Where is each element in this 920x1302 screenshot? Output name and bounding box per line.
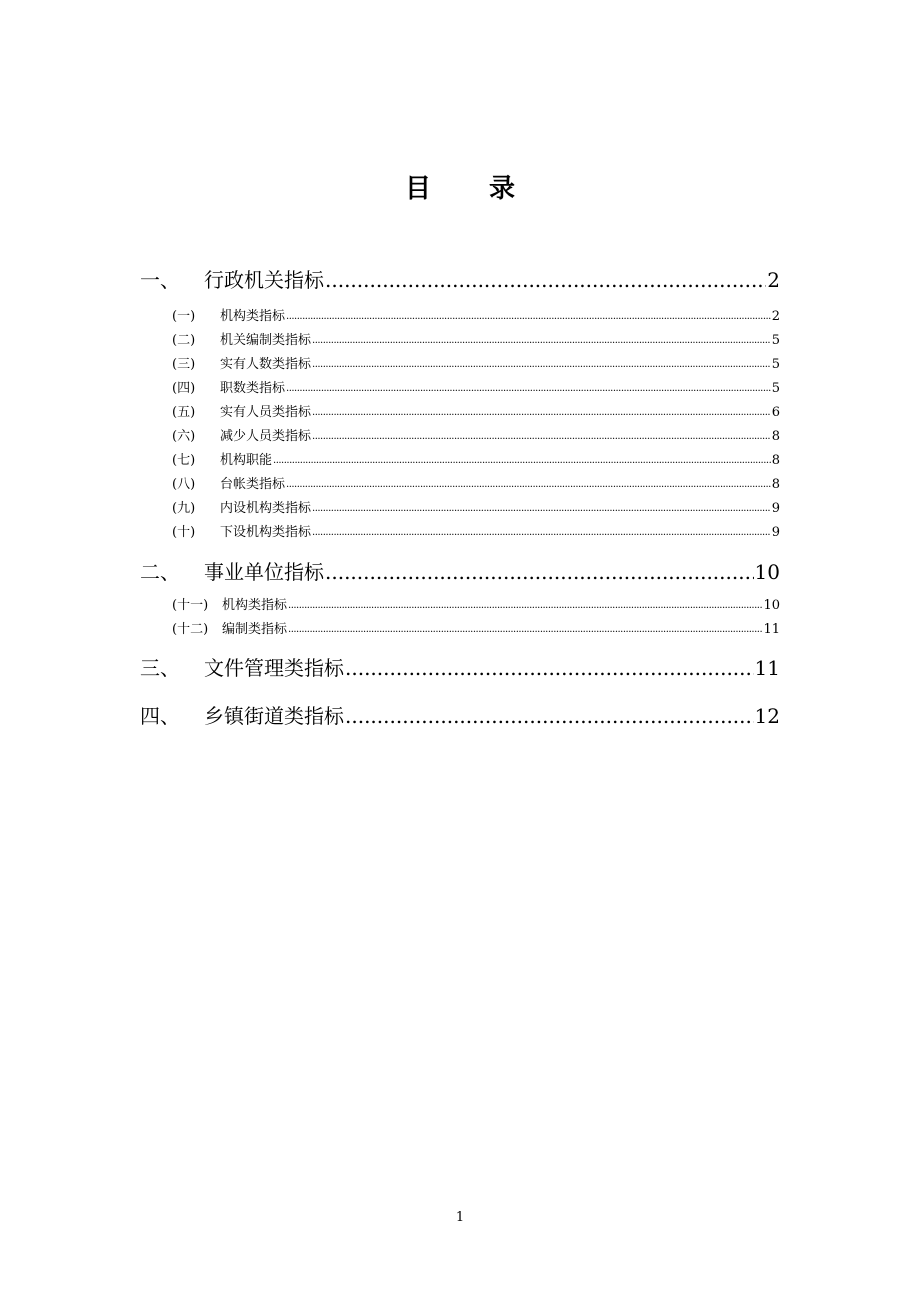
toc-entry[interactable]: [140, 558, 780, 586]
toc-entry[interactable]: [172, 452, 780, 470]
toc-dot-leader: [312, 356, 771, 374]
toc-entry[interactable]: [172, 380, 780, 398]
toc-entry-label: 事业单位指标: [204, 560, 324, 584]
page-number: 1: [455, 1210, 465, 1225]
toc-entry-number: (十): [172, 524, 220, 542]
toc-entry[interactable]: [172, 356, 780, 374]
toc-dot-leader: [288, 597, 762, 615]
toc-entry-label: 下设机构类指标: [220, 525, 312, 540]
toc-entry[interactable]: [140, 266, 780, 294]
toc-entry[interactable]: [172, 597, 780, 615]
toc-entry-label: 实有人数类指标: [220, 357, 312, 372]
toc-entry-number: (六): [172, 428, 220, 446]
toc-dot-leader: [312, 404, 771, 422]
toc-dot-leader: [312, 428, 771, 446]
toc-entry-label: 编制类指标: [222, 622, 288, 637]
toc-entry-page: 10: [763, 598, 780, 613]
toc-entry-page: 8: [771, 477, 780, 492]
toc-dot-leader: [286, 380, 771, 398]
toc-entry-page: 10: [754, 560, 780, 584]
toc-entry-page: 5: [771, 381, 780, 396]
toc-entry-page: 5: [771, 357, 780, 372]
toc-title: [0, 168, 920, 205]
toc-entry-label: 机构职能: [220, 453, 273, 468]
toc-entry-number: (九): [172, 500, 220, 518]
toc-entry-label: 机构类指标: [220, 309, 286, 324]
toc-entry-page: 9: [771, 525, 780, 540]
toc-entry-page: 6: [771, 405, 780, 420]
toc-entry-page: 5: [771, 333, 780, 348]
toc-entry[interactable]: [172, 428, 780, 446]
toc-dot-leader: [312, 524, 771, 542]
toc-entry[interactable]: [172, 404, 780, 422]
toc-entry[interactable]: [172, 500, 780, 518]
toc-entry-number: 一、: [140, 266, 204, 294]
toc-entry[interactable]: [172, 524, 780, 542]
toc-entry-number: (五): [172, 404, 220, 422]
toc-entry-number: (十一): [172, 597, 222, 615]
toc-dot-leader: [288, 621, 762, 639]
toc-title-left: 目: [404, 174, 431, 204]
toc-entry[interactable]: [172, 332, 780, 350]
toc-entry[interactable]: [172, 308, 780, 326]
toc-entry-number: (八): [172, 476, 220, 494]
toc-entry-page: 9: [771, 501, 780, 516]
toc-dot-leader: [325, 558, 754, 586]
toc-entry-label: 文件管理类指标: [204, 656, 344, 680]
toc-entry-number: (一): [172, 308, 220, 326]
toc-dot-leader: [345, 702, 754, 730]
toc-entry-page: 2: [767, 268, 780, 292]
toc-entry-label: 职数类指标: [220, 381, 286, 396]
toc-entry-label: 乡镇街道类指标: [204, 704, 344, 728]
toc-entry-number: (七): [172, 452, 220, 470]
toc-entry-number: 三、: [140, 654, 204, 682]
toc-entry-label: 机关编制类指标: [220, 333, 312, 348]
toc-entry-label: 台帐类指标: [220, 477, 286, 492]
toc-entry-page: 2: [771, 309, 780, 324]
toc-entry-label: 行政机关指标: [204, 268, 324, 292]
toc-dot-leader: [345, 654, 754, 682]
toc-entry-page: 8: [771, 453, 780, 468]
toc-dot-leader: [312, 500, 771, 518]
toc-title-right: 录: [489, 174, 516, 204]
toc-entry-page: 8: [771, 429, 780, 444]
toc-entry-number: (四): [172, 380, 220, 398]
toc-entry-number: (十二): [172, 621, 222, 639]
toc-dot-leader: [286, 308, 771, 326]
toc-entry-number: (三): [172, 356, 220, 374]
toc-entry-label: 内设机构类指标: [220, 501, 312, 516]
toc-entry[interactable]: [172, 476, 780, 494]
toc-entry-number: (二): [172, 332, 220, 350]
toc-entry-number: 四、: [140, 702, 204, 730]
toc-entry[interactable]: [140, 702, 780, 730]
toc-dot-leader: [325, 266, 766, 294]
toc-entry-label: 减少人员类指标: [220, 429, 312, 444]
toc-entry[interactable]: [172, 621, 780, 639]
toc-entry[interactable]: [140, 654, 780, 682]
toc-entry-page: 11: [763, 622, 780, 637]
toc-entry-page: 11: [754, 656, 780, 680]
toc-dot-leader: [286, 476, 771, 494]
toc-dot-leader: [273, 452, 771, 470]
toc-entry-page: 12: [754, 704, 780, 728]
toc-dot-leader: [312, 332, 771, 350]
toc-entry-label: 实有人员类指标: [220, 405, 312, 420]
toc-entry-number: 二、: [140, 558, 204, 586]
toc-entry-label: 机构类指标: [222, 598, 288, 613]
